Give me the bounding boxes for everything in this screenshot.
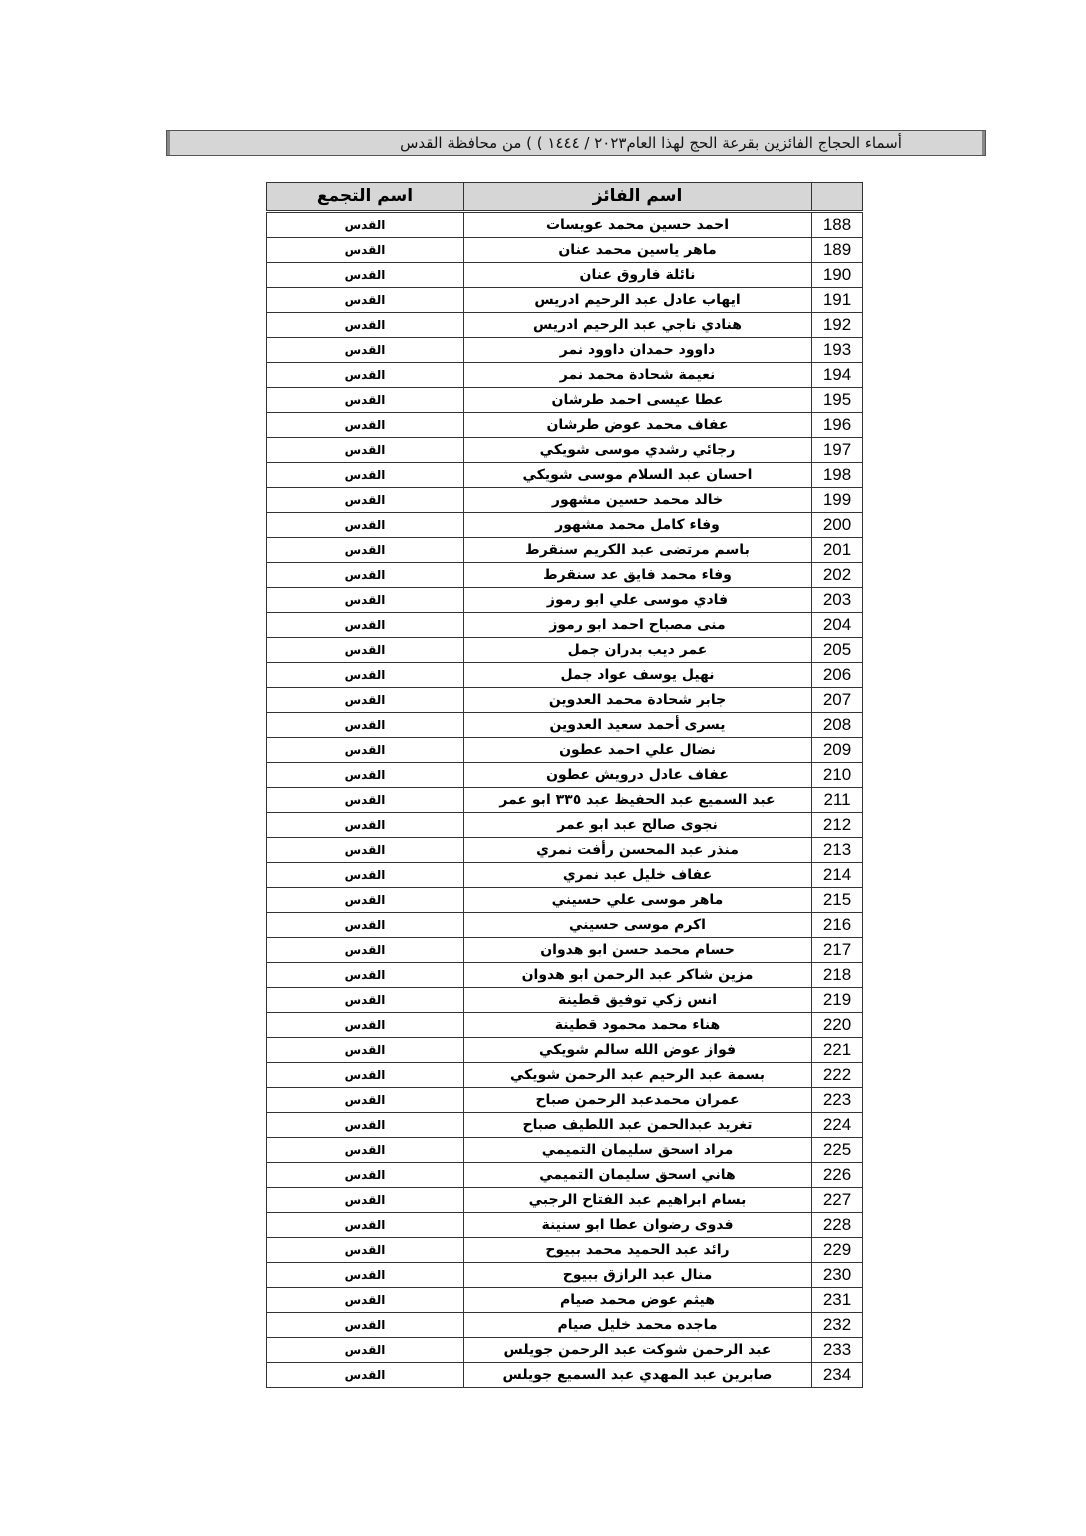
cell-number: 234 (812, 1363, 863, 1388)
cell-group: القدس (267, 638, 464, 663)
cell-name: رائد عبد الحميد محمد ببيوح (464, 1238, 812, 1263)
cell-number: 204 (812, 613, 863, 638)
cell-number: 207 (812, 688, 863, 713)
table-row (267, 563, 863, 588)
cell-group: القدس (267, 1213, 464, 1238)
cell-number: 210 (812, 763, 863, 788)
table-row (267, 913, 863, 938)
table-row (267, 1188, 863, 1213)
cell-name: هنادي ناجي عبد الرحيم ادريس (464, 313, 812, 338)
cell-group: القدس (267, 288, 464, 313)
cell-group: القدس (267, 988, 464, 1013)
cell-name: ماجده محمد خليل صيام (464, 1313, 812, 1338)
cell-name: ماهر ياسين محمد عنان (464, 238, 812, 263)
table-row (267, 488, 863, 513)
cell-number: 225 (812, 1138, 863, 1163)
table-row (267, 738, 863, 763)
cell-name: نضال علي احمد عطون (464, 738, 812, 763)
cell-name: فادي موسى علي ابو رموز (464, 588, 812, 613)
table-row (267, 313, 863, 338)
cell-group: القدس (267, 263, 464, 288)
cell-number: 191 (812, 288, 863, 313)
cell-group: القدس (267, 488, 464, 513)
cell-group: القدس (267, 363, 464, 388)
header-group: اسم التجمع (267, 183, 464, 212)
header-name: اسم الفائز (464, 183, 812, 212)
cell-group: القدس (267, 1338, 464, 1363)
cell-number: 193 (812, 338, 863, 363)
cell-name: احمد حسين محمد عويسات (464, 212, 812, 238)
table-row (267, 288, 863, 313)
cell-name: هيثم عوض محمد صيام (464, 1288, 812, 1313)
table-row (267, 838, 863, 863)
table-row (267, 538, 863, 563)
cell-number: 188 (812, 212, 863, 238)
cell-name: فدوى رضوان عطا ابو سنينة (464, 1213, 812, 1238)
cell-group: القدس (267, 788, 464, 813)
cell-number: 215 (812, 888, 863, 913)
table-row (267, 212, 863, 238)
cell-number: 218 (812, 963, 863, 988)
table-body (267, 212, 863, 1388)
cell-group: القدس (267, 513, 464, 538)
cell-name: جابر شحادة محمد العدوين (464, 688, 812, 713)
cell-number: 224 (812, 1113, 863, 1138)
cell-name: نهيل يوسف عواد جمل (464, 663, 812, 688)
cell-group: القدس (267, 238, 464, 263)
cell-name: مزين شاكر عبد الرحمن ابو هدوان (464, 963, 812, 988)
cell-name: تغريد عبدالحمن عبد اللطيف صباح (464, 1113, 812, 1138)
cell-group: القدس (267, 663, 464, 688)
cell-group: القدس (267, 713, 464, 738)
cell-group: القدس (267, 1063, 464, 1088)
cell-name: ماهر موسى علي حسيني (464, 888, 812, 913)
table-row (267, 513, 863, 538)
cell-number: 190 (812, 263, 863, 288)
table-row (267, 1113, 863, 1138)
cell-name: هناء محمد محمود قطينة (464, 1013, 812, 1038)
table-row (267, 1338, 863, 1363)
cell-group: القدس (267, 813, 464, 838)
cell-name: داوود حمدان داوود نمر (464, 338, 812, 363)
cell-name: هاني اسحق سليمان التميمي (464, 1163, 812, 1188)
cell-number: 227 (812, 1188, 863, 1213)
cell-group: القدس (267, 738, 464, 763)
table-header-row (267, 183, 863, 212)
cell-group: القدس (267, 1188, 464, 1213)
table-row (267, 263, 863, 288)
table-row (267, 788, 863, 813)
cell-number: 206 (812, 663, 863, 688)
cell-group: القدس (267, 1038, 464, 1063)
table-row (267, 1313, 863, 1338)
table-row (267, 338, 863, 363)
cell-name: عمر ديب بدران جمل (464, 638, 812, 663)
cell-number: 202 (812, 563, 863, 588)
table-row (267, 1163, 863, 1188)
table-row (267, 713, 863, 738)
cell-group: القدس (267, 888, 464, 913)
cell-name: نائلة فاروق عنان (464, 263, 812, 288)
cell-name: عفاف محمد عوض طرشان (464, 413, 812, 438)
cell-number: 230 (812, 1263, 863, 1288)
cell-name: خالد محمد حسين مشهور (464, 488, 812, 513)
table-row (267, 1063, 863, 1088)
cell-name: عمران محمدعبد الرحمن صباح (464, 1088, 812, 1113)
cell-name: حسام محمد حسن ابو هدوان (464, 938, 812, 963)
cell-number: 223 (812, 1088, 863, 1113)
cell-group: القدس (267, 338, 464, 363)
cell-number: 233 (812, 1338, 863, 1363)
cell-group: القدس (267, 1288, 464, 1313)
cell-number: 196 (812, 413, 863, 438)
cell-number: 201 (812, 538, 863, 563)
cell-name: باسم مرتضى عبد الكريم سنقرط (464, 538, 812, 563)
cell-name: عبد الرحمن شوكت عبد الرحمن جويلس (464, 1338, 812, 1363)
cell-name: اكرم موسى حسيني (464, 913, 812, 938)
cell-group: القدس (267, 1113, 464, 1138)
cell-name: انس زكي توفيق قطينة (464, 988, 812, 1013)
cell-group: القدس (267, 1138, 464, 1163)
cell-group: القدس (267, 388, 464, 413)
cell-number: 197 (812, 438, 863, 463)
cell-number: 219 (812, 988, 863, 1013)
cell-number: 211 (812, 788, 863, 813)
cell-number: 229 (812, 1238, 863, 1263)
header-number (812, 183, 863, 212)
document-title: أسماء الحجاج الفائزين بقرعة الحج لهذا العام٢٠٢٣ / ١٤٤٤ ) ) من محافظة القدس (400, 134, 902, 152)
table-row (267, 1138, 863, 1163)
cell-name: عفاف خليل عبد نمري (464, 863, 812, 888)
table-row (267, 763, 863, 788)
table-row (267, 463, 863, 488)
cell-number: 194 (812, 363, 863, 388)
cell-group: القدس (267, 1313, 464, 1338)
cell-number: 217 (812, 938, 863, 963)
table-row (267, 888, 863, 913)
cell-group: القدس (267, 1238, 464, 1263)
table-row (267, 1213, 863, 1238)
cell-group: القدس (267, 1263, 464, 1288)
cell-name: بسام ابراهيم عبد الفتاح الرجبي (464, 1188, 812, 1213)
cell-group: القدس (267, 763, 464, 788)
cell-group: القدس (267, 963, 464, 988)
cell-group: القدس (267, 538, 464, 563)
cell-number: 212 (812, 813, 863, 838)
cell-name: عطا عيسى احمد طرشان (464, 388, 812, 413)
cell-group: القدس (267, 838, 464, 863)
cell-name: وفاء محمد فايق عد سنقرط (464, 563, 812, 588)
cell-group: القدس (267, 313, 464, 338)
cell-name: منى مصباح احمد ابو رموز (464, 613, 812, 638)
cell-name: نعيمة شحادة محمد نمر (464, 363, 812, 388)
cell-number: 232 (812, 1313, 863, 1338)
cell-group: القدس (267, 463, 464, 488)
cell-group: القدس (267, 938, 464, 963)
table-row (267, 988, 863, 1013)
cell-number: 222 (812, 1063, 863, 1088)
cell-number: 198 (812, 463, 863, 488)
table-row (267, 813, 863, 838)
cell-number: 226 (812, 1163, 863, 1188)
table-row (267, 238, 863, 263)
cell-name: بسمة عبد الرحيم عبد الرحمن شويكي (464, 1063, 812, 1088)
cell-name: صابرين عبد المهدي عبد السميع جويلس (464, 1363, 812, 1388)
cell-name: منذر عبد المحسن رأفت نمري (464, 838, 812, 863)
cell-group: القدس (267, 863, 464, 888)
cell-group: القدس (267, 613, 464, 638)
table-row (267, 413, 863, 438)
cell-group: القدس (267, 1363, 464, 1388)
table-row (267, 1088, 863, 1113)
cell-number: 213 (812, 838, 863, 863)
cell-number: 205 (812, 638, 863, 663)
cell-group: القدس (267, 563, 464, 588)
cell-number: 220 (812, 1013, 863, 1038)
cell-group: القدس (267, 438, 464, 463)
table-row (267, 663, 863, 688)
cell-name: مراد اسحق سليمان التميمي (464, 1138, 812, 1163)
cell-number: 231 (812, 1288, 863, 1313)
cell-number: 221 (812, 1038, 863, 1063)
table-row (267, 963, 863, 988)
cell-group: القدس (267, 1013, 464, 1038)
cell-number: 199 (812, 488, 863, 513)
cell-number: 200 (812, 513, 863, 538)
cell-name: عبد السميع عبد الحفيظ عبد ٣٣٥ ابو عمر (464, 788, 812, 813)
table-row (267, 938, 863, 963)
cell-number: 214 (812, 863, 863, 888)
table-row (267, 688, 863, 713)
cell-number: 228 (812, 1213, 863, 1238)
cell-name: منال عبد الرازق ببيوح (464, 1263, 812, 1288)
cell-group: القدس (267, 413, 464, 438)
table-row (267, 1038, 863, 1063)
cell-number: 216 (812, 913, 863, 938)
cell-group: القدس (267, 913, 464, 938)
cell-group: القدس (267, 212, 464, 238)
table-row (267, 1288, 863, 1313)
cell-group: القدس (267, 588, 464, 613)
cell-number: 189 (812, 238, 863, 263)
cell-group: القدس (267, 1163, 464, 1188)
table-row (267, 1013, 863, 1038)
table-row (267, 1238, 863, 1263)
document-title-bar (166, 130, 986, 156)
cell-number: 208 (812, 713, 863, 738)
table-row (267, 438, 863, 463)
table-row (267, 613, 863, 638)
cell-number: 195 (812, 388, 863, 413)
table-row (267, 638, 863, 663)
cell-group: القدس (267, 1088, 464, 1113)
cell-name: يسرى أحمد سعيد العدوين (464, 713, 812, 738)
cell-group: القدس (267, 688, 464, 713)
table-row (267, 1263, 863, 1288)
cell-name: ايهاب عادل عبد الرحيم ادريس (464, 288, 812, 313)
cell-number: 209 (812, 738, 863, 763)
cell-name: فواز عوض الله سالم شويكي (464, 1038, 812, 1063)
table-row (267, 588, 863, 613)
table-row (267, 363, 863, 388)
cell-name: وفاء كامل محمد مشهور (464, 513, 812, 538)
table-row (267, 1363, 863, 1388)
cell-name: عفاف عادل درويش عطون (464, 763, 812, 788)
cell-name: رجائي رشدي موسى شويكي (464, 438, 812, 463)
winners-table (266, 182, 863, 1388)
table-row (267, 388, 863, 413)
cell-number: 203 (812, 588, 863, 613)
cell-name: احسان عبد السلام موسى شويكي (464, 463, 812, 488)
cell-number: 192 (812, 313, 863, 338)
table-row (267, 863, 863, 888)
cell-name: نجوى صالح عبد ابو عمر (464, 813, 812, 838)
